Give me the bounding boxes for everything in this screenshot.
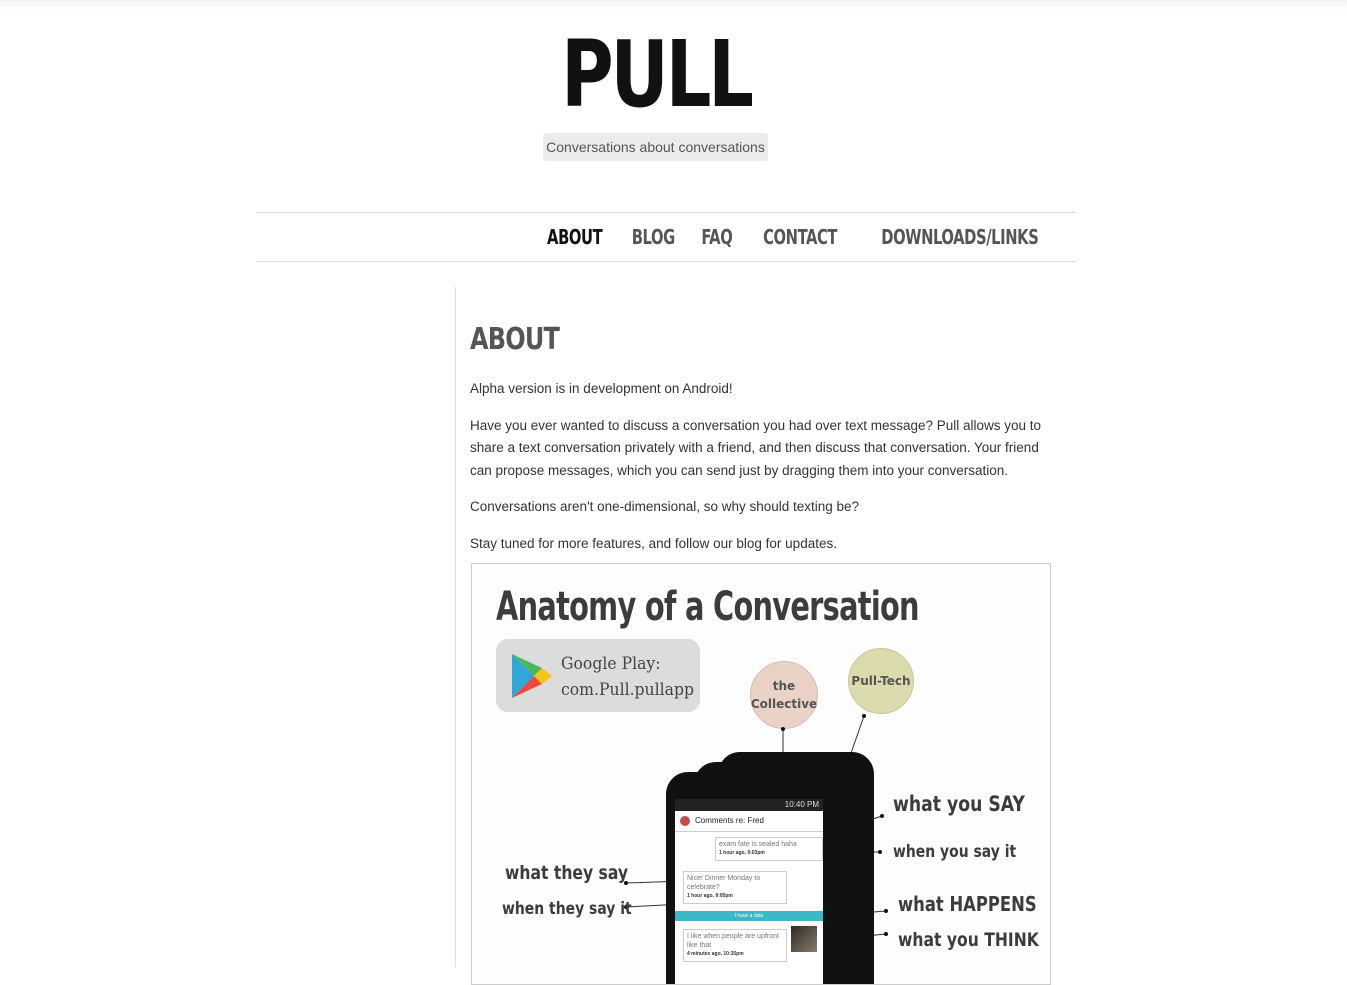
infographic-title: Anatomy of a Conversation	[496, 584, 919, 630]
label-when-they-say-it: when they say it	[502, 899, 632, 919]
label-what-you-say: what you SAY	[893, 792, 1025, 816]
anatomy-infographic	[471, 563, 1051, 985]
phone-msg1-time: 1 hour ago, 9:03pm	[719, 850, 765, 856]
connector-dot	[884, 932, 888, 936]
phone-header-text: Comments re: Fred	[695, 816, 764, 825]
paragraph-alpha: Alpha version is in development on Android!	[470, 381, 733, 396]
nav-item-blog[interactable]: BLOG	[631, 225, 675, 249]
avatar-icon	[680, 816, 690, 826]
collective-line2: Collective	[750, 697, 818, 711]
top-shadow	[0, 0, 1347, 10]
photo-thumbnail	[791, 926, 817, 952]
paragraph-stay-tuned: Stay tuned for more features, and follow our blog for updates.	[470, 535, 837, 551]
phone-msg1	[715, 837, 823, 861]
paragraph-dimensional: Conversations aren't one-dimensional, so why should texting be?	[470, 499, 860, 514]
label-what-they-say: what they say	[505, 862, 629, 884]
google-play-line1: Google Play:	[561, 654, 661, 674]
nav-item-about[interactable]: ABOUT	[546, 225, 602, 249]
site-tagline: Conversations about conversations	[543, 133, 768, 161]
phone-msg2-text: Nice! Dinner Monday to celebrate?	[687, 875, 761, 891]
collective-line1: the	[772, 679, 796, 693]
nav-item-faq[interactable]: FAQ	[701, 225, 733, 249]
phone-msg3-text: I like when people are upfront like that	[687, 933, 779, 949]
page-heading: ABOUT	[470, 322, 560, 357]
main-nav	[256, 212, 1076, 262]
label-when-you-say-it: when you say it	[893, 842, 1017, 862]
phone-status-time: 10:40 PM	[675, 799, 823, 811]
nav-item-downloads-links[interactable]: DOWNLOADS/LINKS	[881, 225, 1039, 249]
connector-dot	[781, 727, 785, 731]
main-content	[470, 320, 1060, 569]
connector-dot	[862, 714, 866, 718]
google-play-line2: com.Pull.pullapp	[561, 680, 694, 700]
connector-dot	[880, 814, 884, 818]
phone-msg1-text: exam fate is sealed haha	[719, 841, 797, 848]
label-what-you-think: what you THINK	[898, 929, 1039, 951]
phone-msg3-time: 4 minutes ago, 10:35pm	[687, 951, 744, 957]
phone-msg2	[683, 871, 787, 904]
phone-msg3	[683, 929, 787, 962]
pulltech-label: Pull-Tech	[851, 674, 911, 688]
phone-screen	[675, 799, 823, 985]
paragraph-intro: Have you ever wanted to discuss a conversation you had over text message? Pull allows you to share a text conversation privately with a friend, and then discuss that conversation. Your friend can propose messages, which you can send just by dragging them into your conversation.	[470, 417, 1042, 478]
phone-header	[675, 811, 823, 832]
phone-msg2-time: 1 hour ago, 9:05pm	[687, 893, 733, 899]
phone-date-bar: I have a date	[675, 911, 823, 921]
connector-dot	[878, 850, 882, 854]
nav-items	[541, 213, 1056, 261]
site-title[interactable]: PULL	[561, 21, 751, 128]
label-what-happens: what HAPPENS	[898, 892, 1037, 916]
content-divider	[455, 287, 456, 967]
nav-item-contact[interactable]: CONTACT	[763, 225, 838, 249]
connector-dot	[884, 909, 888, 913]
